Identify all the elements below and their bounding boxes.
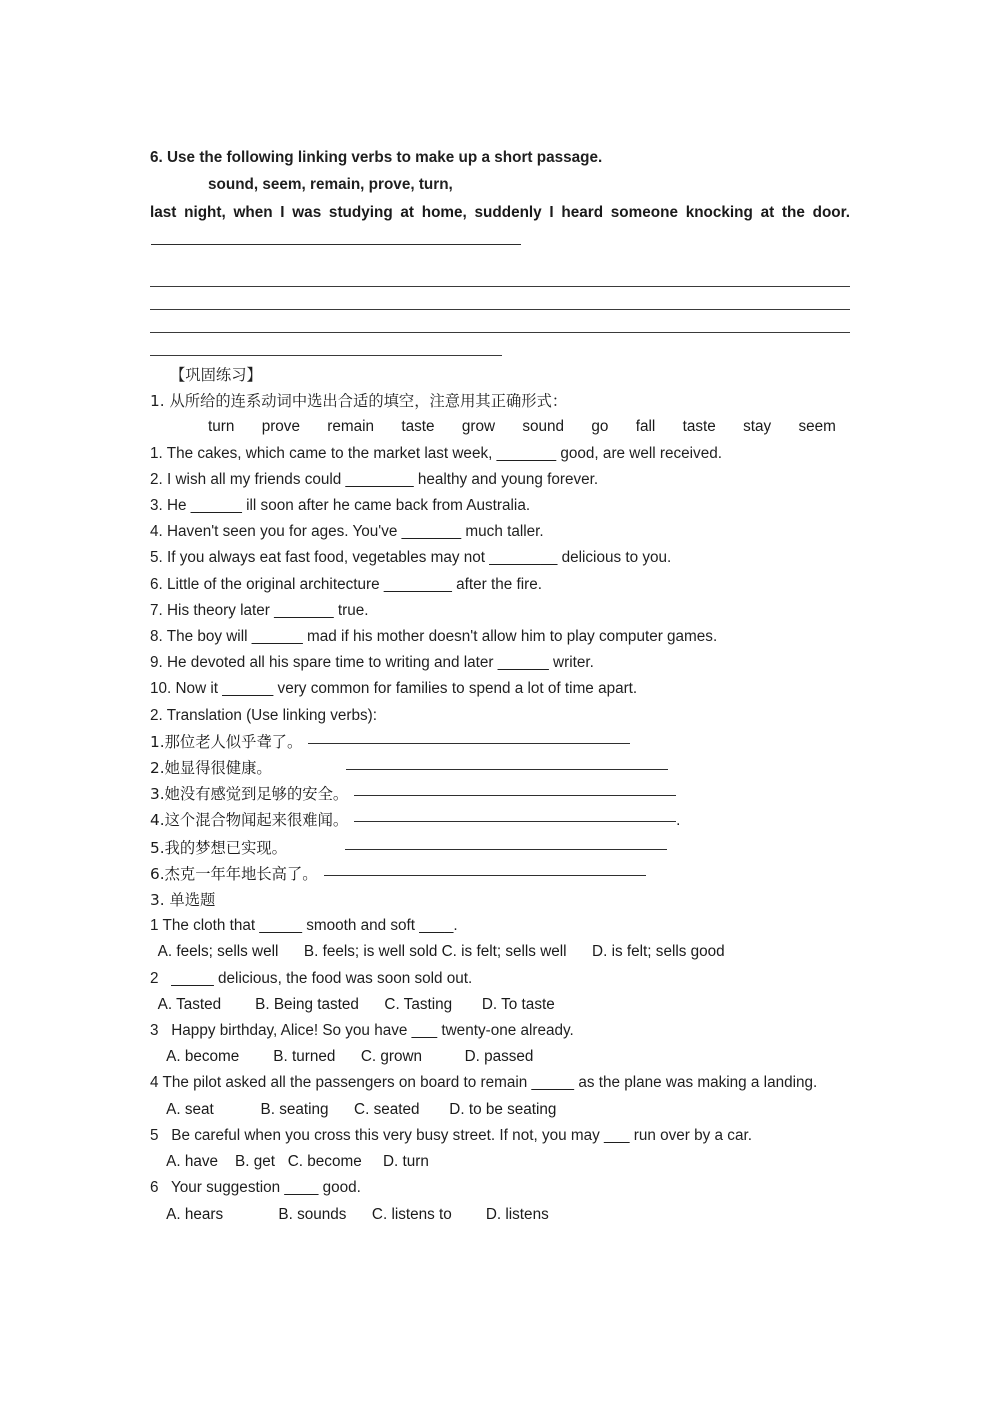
translation-label: 5.我的梦想已实现。 [150, 838, 287, 857]
translation-item [150, 755, 850, 781]
translation-label: 6.杰克一年年地长高了。 [150, 864, 318, 883]
mc-option-row[interactable]: A. Tasted B. Being tasted C. Tasting D. To taste [150, 995, 555, 1013]
word-bank-item: prove [261, 418, 300, 436]
translation-label: 4.这个混合物闻起来很难闻。 [150, 811, 349, 830]
translation-answer-blank[interactable] [345, 849, 667, 850]
mc-question-stem: 6 Your suggestion ____ good. [150, 1179, 361, 1197]
translation-answer-blank[interactable] [308, 743, 630, 744]
word-bank-item: taste [401, 418, 435, 436]
exercise1-question: 5. If you always eat fast food, vegetables may not ________ delicious to you. [150, 549, 672, 567]
mc-option-row[interactable]: A. seat B. seating C. seated D. to be seating [150, 1100, 557, 1118]
mc-option-row[interactable]: A. feels; sells well B. feels; is well sold C. is felt; sells well D. is felt; sells good [150, 943, 725, 961]
translation-answer-blank[interactable] [354, 821, 676, 822]
mc-question-stem: 2 _____ delicious, the food was soon sold out. [150, 969, 473, 987]
blank-rule-line[interactable] [150, 291, 850, 314]
exercise1-question: 1. The cakes, which came to the market last week, _______ good, are well received. [150, 444, 722, 462]
word-bank-item: fall [635, 418, 656, 436]
writing-blank-rules [150, 268, 850, 360]
translation-label: 2.她显得很健康。 [150, 759, 272, 778]
exercise1-question: 8. The boy will ______ mad if his mother doesn't allow him to play computer games. [150, 628, 718, 646]
word-bank-item: grow [461, 418, 496, 436]
translation-label: 3.她没有感觉到足够的安全。 [150, 785, 349, 804]
exercise1-question: 10. Now it ______ very common for families to spend a lot of time apart. [150, 680, 638, 698]
word-bank-item: turn [208, 418, 235, 436]
exercise1-instruction: 1. 从所给的连系动词中选出合适的填空，注意用其正确形式： [150, 392, 568, 411]
exercise1-question: 6. Little of the original architecture ________ after the fire. [150, 575, 543, 593]
translation-answer-blank[interactable] [354, 795, 676, 796]
translation-item [150, 781, 850, 807]
translation-trailing-period: . [676, 812, 681, 830]
mc-option-row[interactable]: A. hears B. sounds C. listens to D. listens [150, 1205, 549, 1223]
practice-section [150, 362, 850, 1228]
translation-answer-blank[interactable] [324, 875, 646, 876]
mc-question-stem: 4 The pilot asked all the passengers on board to remain _____ as the plane was making a landing. [150, 1074, 818, 1092]
practice-section-title: 【巩固练习】 [170, 366, 262, 384]
exercise2-block [150, 703, 850, 887]
exercise1-question: 9. He devoted all his spare time to writing and later ______ writer. [150, 654, 594, 672]
translation-item [150, 861, 850, 887]
mc-option-row[interactable]: A. become B. turned C. grown D. passed [150, 1048, 534, 1066]
passage-inline-blank-rule[interactable] [151, 244, 521, 245]
word-bank-item: remain [327, 418, 375, 436]
exercise6-title: 6. Use the following linking verbs to make up a short passage. [150, 149, 603, 166]
word-bank-item: go [591, 418, 609, 436]
translation-item [150, 729, 850, 755]
translation-item [150, 807, 850, 834]
word-bank-item: stay [743, 418, 772, 436]
exercise6-verb-list: sound, seem, remain, prove, turn, [208, 176, 453, 193]
exercise6-heading-block [150, 144, 850, 198]
translation-item [150, 835, 850, 861]
mc-option-row[interactable]: A. have B. get C. become D. turn [150, 1153, 429, 1171]
exercise1-question: 3. He ______ ill soon after he came back from Australia. [150, 497, 531, 515]
exercise3-instruction: 3. 单选题 [150, 891, 216, 910]
blank-rule-line[interactable] [150, 314, 850, 337]
passage-start-text: last night, when I was studying at home, suddenly I heard someone knocking at the door. [150, 204, 850, 221]
exercise1-block [150, 388, 850, 702]
word-bank-item: seem [798, 418, 836, 436]
translation-answer-blank[interactable] [346, 769, 668, 770]
word-bank-item: sound [522, 418, 565, 436]
mc-question-stem: 3 Happy birthday, Alice! So you have ___ twenty-one already. [150, 1022, 574, 1040]
mc-question-stem: 1 The cloth that _____ smooth and soft ____. [150, 917, 458, 935]
translation-label: 1.那位老人似乎聋了。 [150, 732, 303, 751]
exercise1-question: 7. His theory later _______ true. [150, 601, 369, 619]
blank-rule-line[interactable] [150, 268, 850, 291]
exercise3-block [150, 887, 850, 1228]
exercise1-word-bank [150, 414, 850, 440]
blank-rule-line[interactable] [150, 337, 850, 360]
word-bank-item: taste [682, 418, 716, 436]
document-content [150, 144, 850, 1228]
mc-question-stem: 5 Be careful when you cross this very busy street. If not, you may ___ run over by a car. [150, 1126, 752, 1144]
exercise6-passage-start [150, 198, 850, 258]
exercise2-instruction: 2. Translation (Use linking verbs): [150, 706, 377, 724]
exercise1-question: 2. I wish all my friends could ________ healthy and young forever. [150, 470, 599, 488]
exercise1-question: 4. Haven't seen you for ages. You've _______ much taller. [150, 523, 544, 541]
